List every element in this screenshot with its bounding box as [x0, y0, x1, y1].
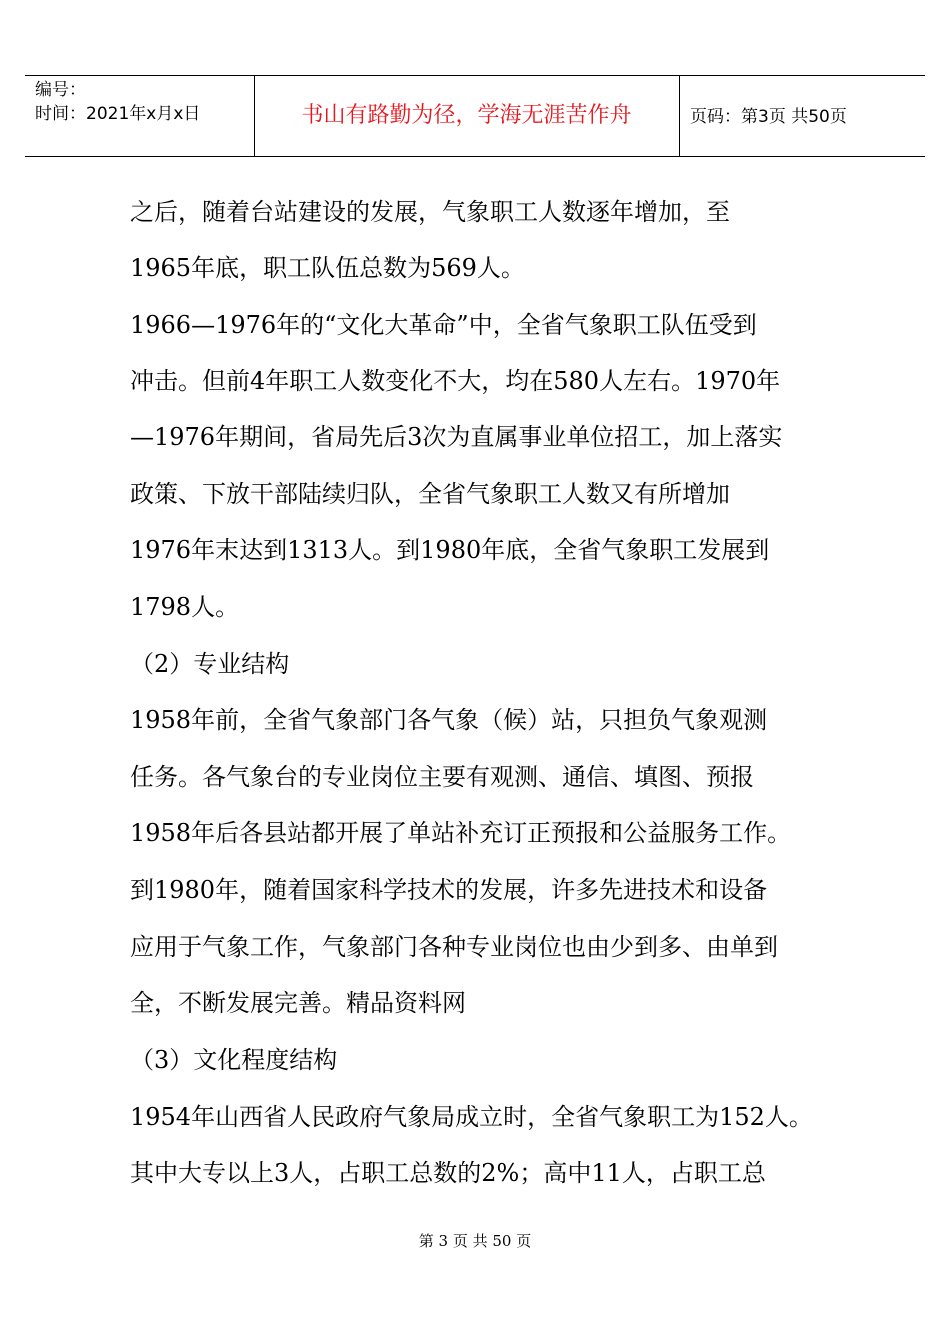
body-line: 政策、下放干部陆续归队，全省气象职工人数又有所增加 — [130, 480, 730, 508]
body-line: 1798人。 — [130, 593, 240, 621]
body-line: 应用于气象工作，气象部门各种专业岗位也由少到多、由单到 — [130, 933, 778, 961]
section-heading: （2）专业结构 — [130, 650, 290, 678]
body-line: 冲击。但前4年职工人数变化不大，均在580人左右。1970年 — [130, 367, 781, 395]
body-line: 1958年后各县站都开展了单站补充订正预报和公益服务工作。 — [130, 819, 792, 847]
body-line: —1976年期间，省局先后3次为直属事业单位招工，加上落实 — [130, 423, 783, 451]
motto-text: 书山有路勤为径，学海无涯苦作舟 — [301, 103, 632, 128]
doc-number-label: 编号： — [35, 80, 86, 100]
body-line: 1976年末达到1313人。到1980年底，全省气象职工发展到 — [130, 536, 770, 564]
body-line: 其中大专以上3人，占职工总数的2%；高中11人，占职工总 — [130, 1159, 766, 1187]
body-line: 之后，随着台站建设的发展，气象职工人数逐年增加，至 — [130, 198, 730, 226]
body-line: 1966—1976年的“文化大革命”中，全省气象职工队伍受到 — [130, 311, 757, 339]
page-footer: 第 3 页 共 50 页 — [418, 1232, 532, 1250]
body-line: 1958年前，全省气象部门各气象（候）站，只担负气象观测 — [130, 706, 768, 734]
header-meta-cell — [25, 76, 255, 156]
header-page-cell — [680, 76, 925, 156]
document-header — [25, 75, 925, 157]
section-heading: （3）文化程度结构 — [130, 1046, 338, 1074]
header-motto-cell — [254, 76, 680, 156]
body-line: 到1980年，随着国家科学技术的发展，许多先进技术和设备 — [130, 876, 768, 904]
body-line: 全，不断发展完善。精品资料网 — [130, 989, 466, 1017]
body-line: 任务。各气象台的专业岗位主要有观测、通信、填图、预报 — [130, 763, 754, 791]
body-line: 1965年底，职工队伍总数为569人。 — [130, 254, 525, 282]
body-line: 1954年山西省人民政府气象局成立时，全省气象职工为152人。 — [130, 1103, 813, 1131]
page-info: 页码：第3页 共50页 — [690, 107, 847, 127]
date-line: 时间：2021年x月x日 — [35, 104, 201, 124]
